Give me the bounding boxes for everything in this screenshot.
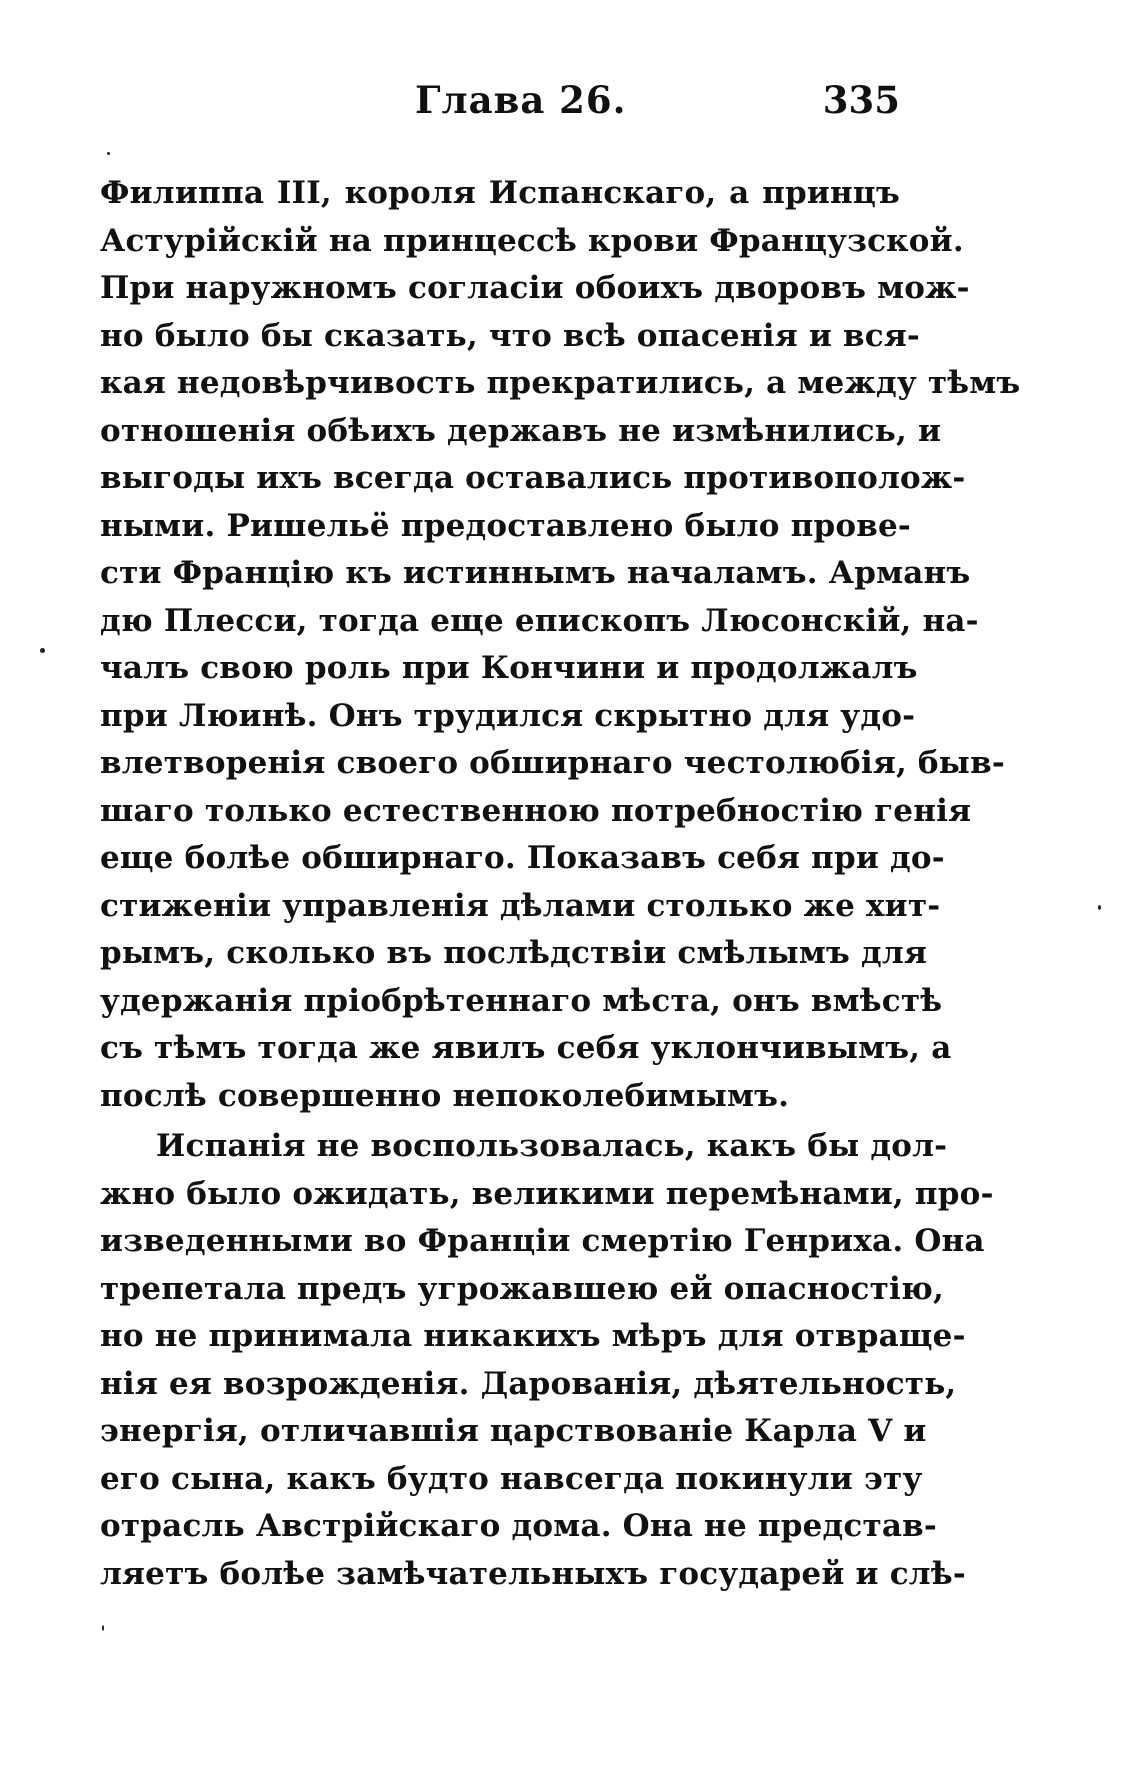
text-line: жно было ожидать, великими перемѣнами, про-	[100, 1175, 994, 1212]
scan-speck	[1098, 905, 1101, 910]
text-line: но было бы сказать, что всѣ опасенiя и вся-	[100, 317, 920, 354]
text-line: ляетъ болѣе замѣчательныхъ государей и слѣ-	[100, 1555, 966, 1592]
text-line: Филиппа III, короля Испанскаго, а принцъ	[100, 175, 900, 211]
text-line: шаго только естественною потребностiю генiя	[100, 792, 972, 829]
text-line: При наружномъ согласiи обоихъ дворовъ мож-	[100, 270, 970, 306]
text-line: выгоды ихъ всегда оставались противополож-	[100, 460, 966, 496]
text-line: трепетала предъ угрожавшею ей опасностiю,	[100, 1270, 944, 1307]
text-line: удержанiя прiобрѣтеннаго мѣста, онъ вмѣстѣ	[100, 982, 943, 1019]
text-line: отрасль Австрiйскаго дома. Она не представ-	[100, 1508, 937, 1544]
text-line: отношенiя обѣихъ державъ не измѣнились, и	[100, 412, 942, 449]
text-line: изведенными во Францiи смертiю Генриха. Она	[100, 1223, 985, 1259]
paragraph-1	[100, 170, 1021, 1120]
text-line: съ тѣмъ тогда же явилъ себя уклончивымъ, а	[100, 1030, 952, 1066]
text-line: еще болѣе обширнаго. Показавъ себя при до-	[100, 840, 945, 876]
text-line: стиженiи управленiя дѣлами столько же хит-	[100, 887, 941, 924]
text-line: рымъ, сколько въ послѣдствiи смѣлымъ для	[100, 935, 928, 971]
text-line: чалъ свою роль при Кончини и продолжалъ	[100, 650, 918, 686]
running-title: Глава 26.	[415, 78, 627, 122]
text-line: Испанiя не воспользовалась, какъ бы дол-	[156, 1128, 948, 1164]
paragraph-2	[100, 1123, 994, 1598]
text-line: Астурiйскiй на принцессѣ крови Французской.	[100, 222, 964, 259]
text-line: дю Плесси, тогда еще епископъ Люсонскiй, на-	[100, 602, 979, 639]
text-line: энергiя, отличавшiя царствованiе Карла V и	[100, 1413, 927, 1449]
text-line: нiя ея возрожденiя. Дарованiя, дѣятельность,	[100, 1365, 957, 1402]
body-text	[100, 170, 1021, 1598]
text-line: влетворенiя своего обширнаго честолюбiя, быв-	[100, 745, 1005, 781]
page-number: 335	[822, 78, 900, 122]
text-line: при Люинѣ. Онъ трудился скрытно для удо-	[100, 697, 916, 734]
scan-speck	[102, 1625, 104, 1631]
text-line: но не принимала никакихъ мѣръ для отвраще-	[100, 1318, 966, 1354]
text-line: послѣ совершенно непоколебимымъ.	[100, 1077, 790, 1114]
text-line: кая недовѣрчивость прекратились, а между тѣмъ	[100, 365, 1021, 401]
text-line: его сына, какъ будто навсегда покинули эту	[100, 1460, 923, 1497]
text-line: сти Францiю къ истиннымъ началамъ. Арманъ	[100, 555, 971, 591]
page-header	[100, 78, 900, 138]
text-line: ными. Ришельё предоставлено было прове-	[100, 507, 911, 544]
scan-speck	[40, 648, 45, 653]
scan-speck	[107, 152, 110, 155]
